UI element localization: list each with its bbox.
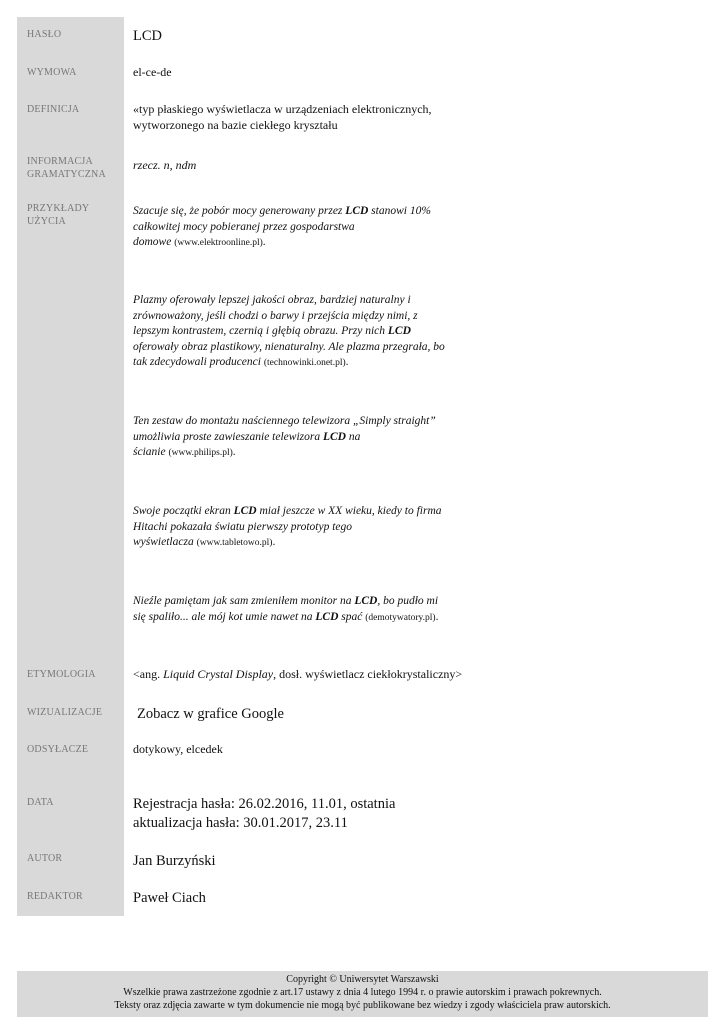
example-4-source: (www.tabletowo.pl)	[196, 538, 273, 548]
example-3-source: (www.philips.pl)	[168, 448, 233, 458]
footer-rights: Wszelkie prawa zastrzeżone zgodnie z art.17 ustawy z dnia 4 lutego 1994 r. o prawie autorskim i prawach pokrewnych.	[123, 987, 602, 998]
label-autor: AUTOR	[27, 853, 63, 864]
label-przyklady-line1: PRZYKŁADY	[27, 203, 90, 214]
label-informacja-gramatyczna	[27, 155, 122, 181]
definition-line2: wytworzonego na bazie ciekłego kryształu	[133, 117, 338, 132]
pronunciation: el-ce-de	[133, 65, 172, 79]
label-etymologia: ETYMOLOGIA	[27, 669, 96, 680]
label-wizualizacje: WIZUALIZACJE	[27, 707, 103, 718]
etymology: <ang. Liquid Crystal Display, dosł. wyświetlacz ciekłokrystaliczny>	[133, 667, 463, 681]
example-2-source: (technowinki.onet.pl)	[263, 358, 346, 368]
label-informacja-line2: GRAMATYCZNA	[27, 169, 106, 180]
label-odsylacze: ODSYŁACZE	[27, 744, 89, 755]
footer-copyright: Copyright © Uniwersytet Warszawski	[286, 974, 439, 985]
label-przyklady-uzycia	[27, 202, 122, 228]
footer-notice: Teksty oraz zdjęcia zawarte w tym dokumencie nie mogą być publikowane bez wiedzy i zgody właściciela praw autorskich.	[114, 1000, 611, 1011]
author-name: Jan Burzyński	[133, 853, 216, 869]
example-4: Swoje początki ekran LCD miał jeszcze w XX wieku, kiedy to firma Hitachi pokazała światu pierwszy prototyp tego wyświetlacza (www.tabletowo.pl).	[133, 505, 442, 548]
definition-line1: «typ płaskiego wyświetlacza w urządzeniach elektronicznych,	[133, 102, 432, 116]
label-wymowa: WYMOWA	[27, 67, 77, 78]
example-1-source: (www.elektroonline.pl)	[174, 238, 263, 248]
grammatical-info: rzecz. n, ndm	[133, 158, 197, 172]
label-informacja-line1: INFORMACJA	[27, 156, 93, 167]
google-images-link[interactable]: Zobacz w grafice Google	[137, 706, 284, 722]
label-data: DATA	[27, 797, 54, 808]
label-column	[17, 17, 124, 916]
example-5-source: (demotywatory.pl)	[365, 612, 436, 623]
example-5: Nieźle pamiętam jak sam zmieniłem monitor na LCD, bo pudło mi się spaliło... ale mój kot umie nawet na LCD spać (demotywatory.pl).	[133, 595, 439, 623]
example-3: Ten zestaw do montażu naściennego telewizora „Simply straight” umożliwia proste zawieszanie telewizora LCD na ścianie (www.philips.pl).	[133, 415, 436, 458]
cross-references: dotykowy, elcedek	[133, 742, 223, 756]
headword: LCD	[133, 28, 162, 44]
example-1: Szacuje się, że pobór mocy generowany przez LCD stanowi 10% całkowitej mocy pobieranej przez gospodarstwa domowe (www.elektroonline.pl).	[133, 205, 431, 248]
example-2: Plazmy oferowały lepszej jakości obraz, bardziej naturalny i zrównoważony, jeśli chodzi o barwy i przejścia między nimi, z lepszym kontrastem, czernią i głębią obrazu. Przy nich LCD oferowały obraz plastikowy, nienaturalny. Ale plazma przegrała, bo tak zdecydowali producenci (technowinki.onet.pl).	[133, 294, 445, 368]
editor-name: Paweł Ciach	[133, 890, 206, 906]
label-przyklady-line2: UŻYCIA	[27, 216, 66, 227]
dates	[133, 795, 493, 833]
label-haslo: HASŁO	[27, 29, 62, 40]
label-redaktor: REDAKTOR	[27, 891, 83, 902]
copyright-footer	[17, 971, 708, 1017]
dates-line1: Rejestracja hasła: 26.02.2016, 11.01, ostatnia	[133, 796, 396, 812]
definition	[133, 102, 493, 133]
label-definicja: DEFINICJA	[27, 104, 80, 115]
dates-line2: aktualizacja hasła: 30.01.2017, 23.11	[133, 815, 348, 831]
